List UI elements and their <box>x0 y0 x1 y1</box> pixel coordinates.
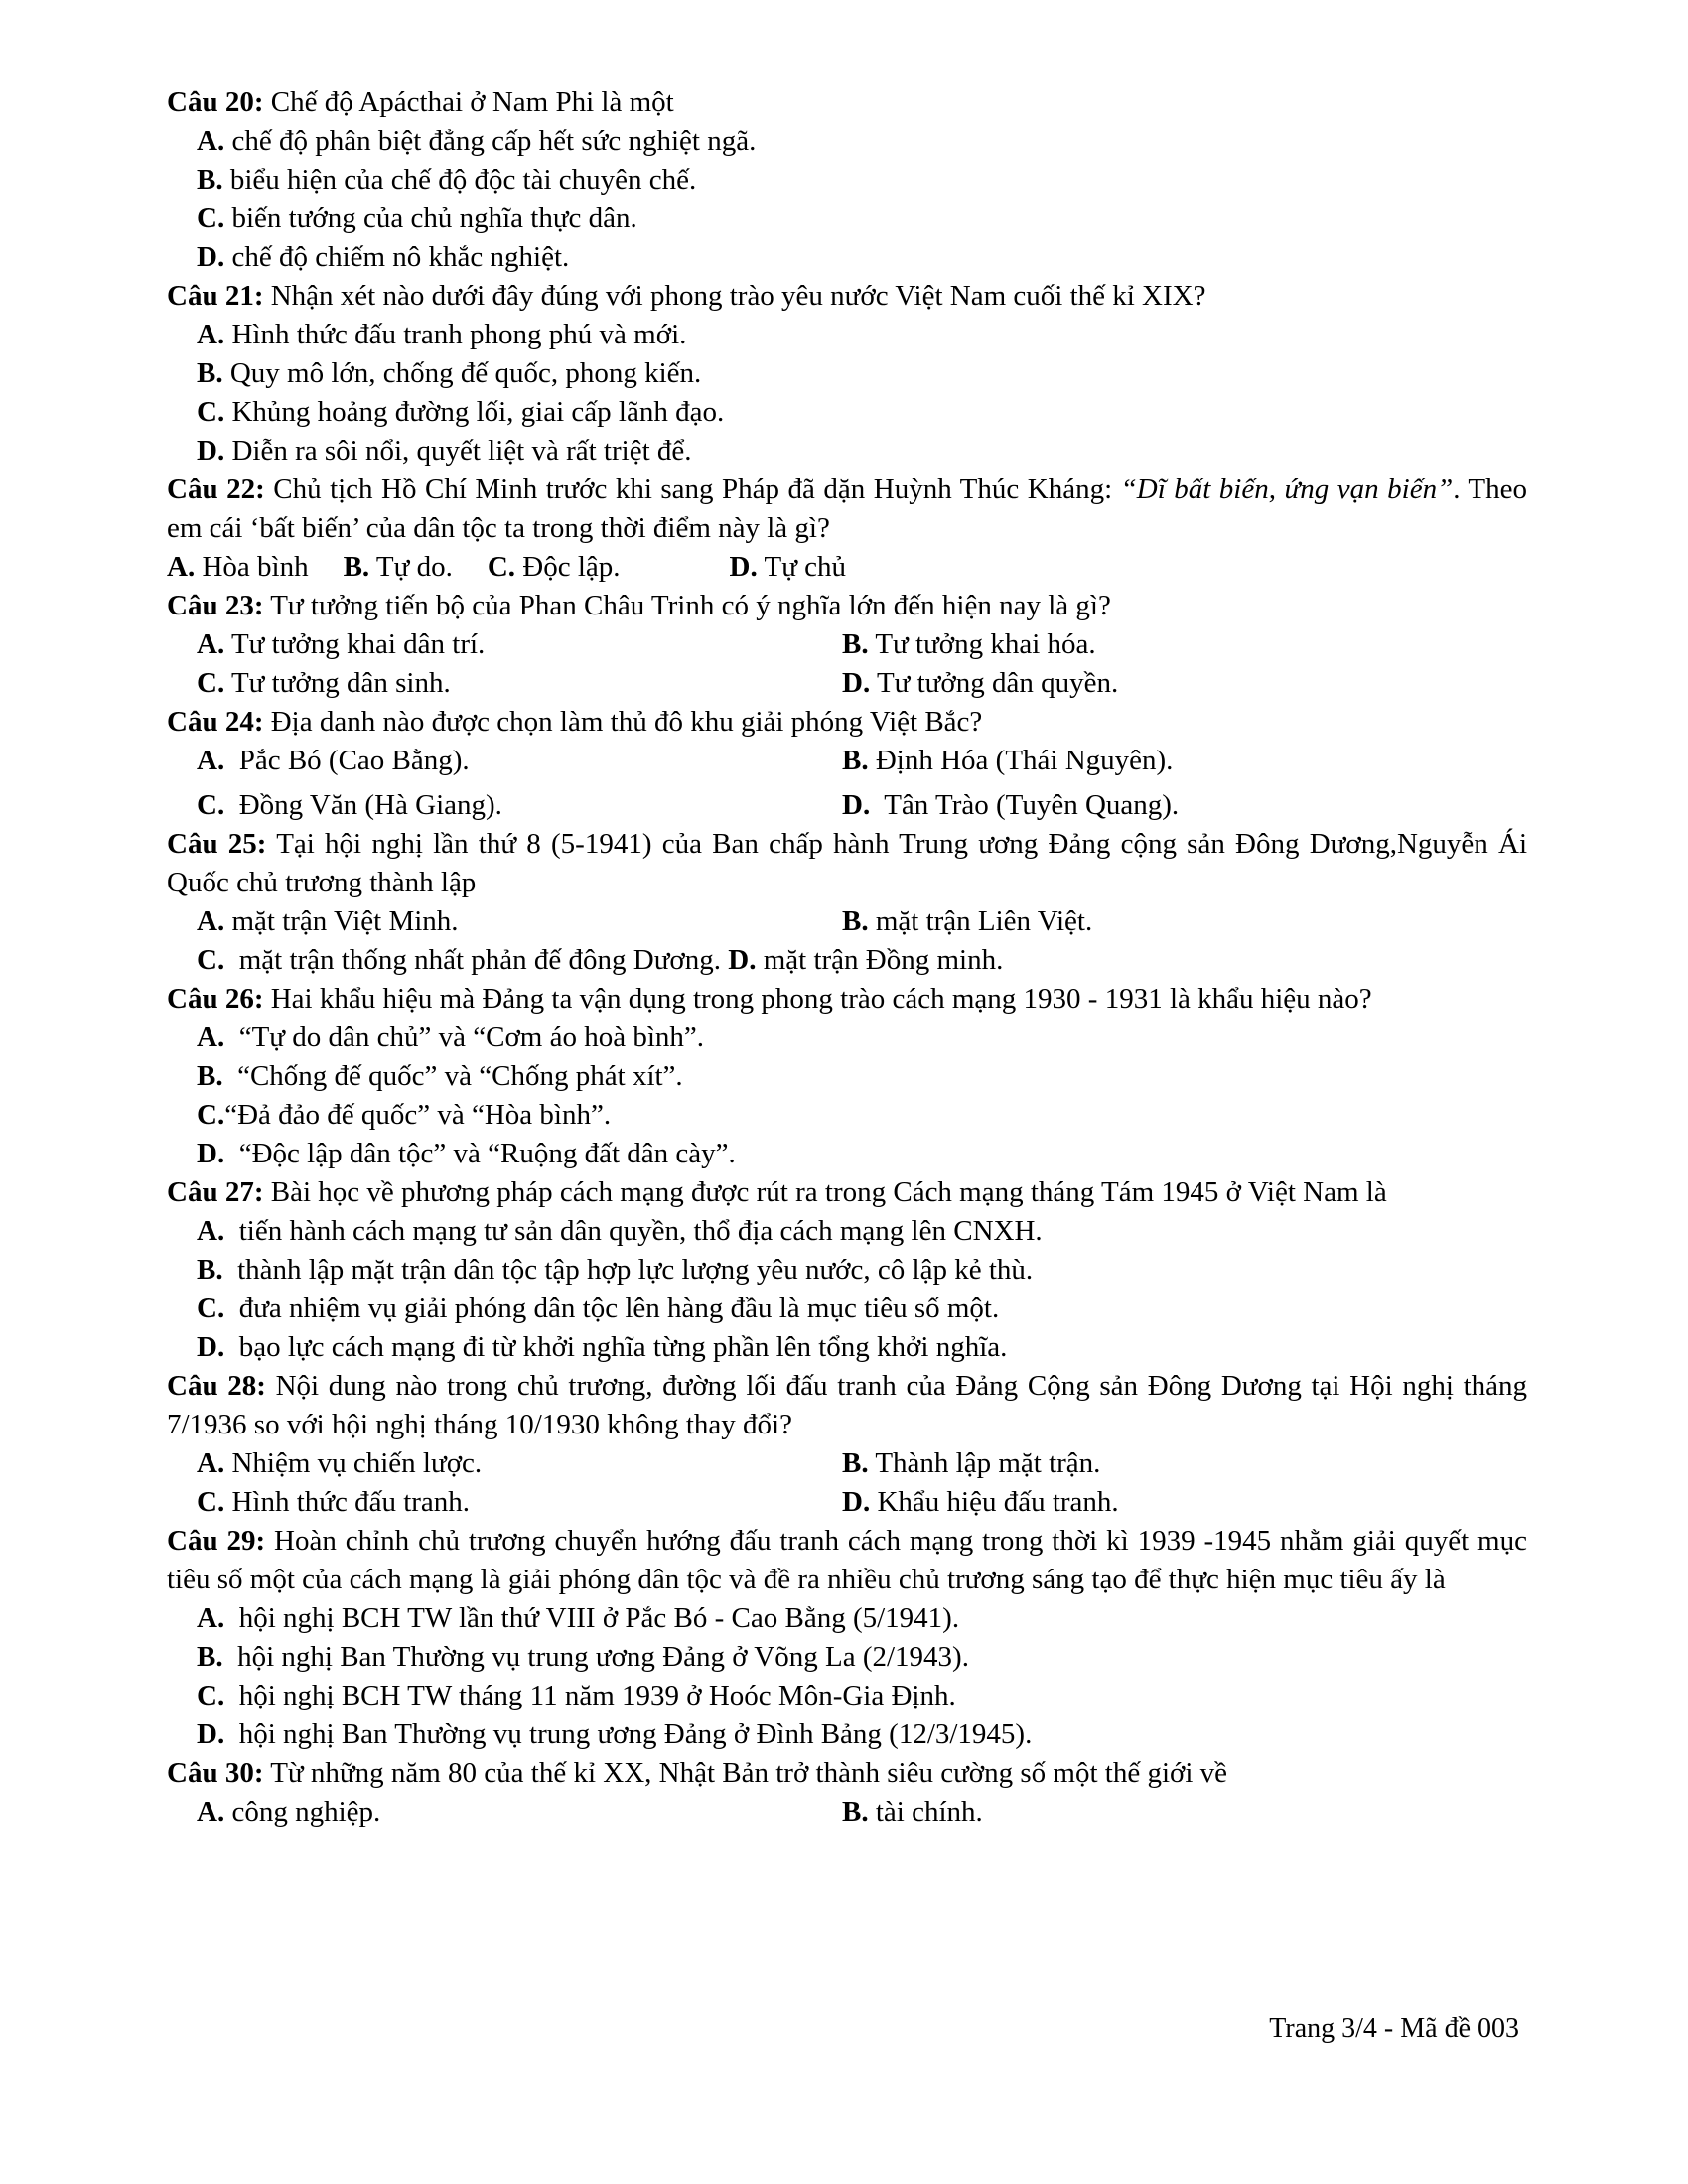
option-text: Đồng Văn (Hà Giang). <box>238 789 502 821</box>
option-text: Pắc Bó (Cao Bằng). <box>238 745 470 776</box>
options-grid <box>167 902 1527 941</box>
question-number: Câu 20: <box>167 86 264 118</box>
option-text: bạo lực cách mạng đi từ khởi nghĩa từng phần lên tổng khởi nghĩa. <box>238 1331 1008 1363</box>
option-a <box>167 316 1527 354</box>
option-label: D. <box>197 435 225 467</box>
option-label: C. <box>197 789 225 821</box>
option-label: D. <box>842 789 871 821</box>
options-grid <box>167 1793 1527 1832</box>
option-label: A. <box>197 125 225 157</box>
option-text: Thành lập mặt trận. <box>875 1447 1101 1479</box>
option-c <box>488 548 621 587</box>
option-c <box>197 786 842 825</box>
option-label: D. <box>728 944 757 976</box>
question-stem <box>167 587 1527 625</box>
option-a <box>197 1793 842 1832</box>
question-number: Câu 21: <box>167 280 264 312</box>
option-label: D. <box>197 1138 225 1169</box>
option-a <box>167 1019 1527 1057</box>
option-text: chế độ chiếm nô khắc nghiệt. <box>231 241 570 273</box>
page-footer: Trang 3/4 - Mã đề 003 <box>1269 2013 1519 2044</box>
question-text: Nội dung nào trong chủ trương, đường lối đấu tranh của Đảng Cộng sản Đông Dương tại Hội nghị tháng 7/1936 so với hội nghị tháng 10/1930 không thay đổi? <box>167 1370 1527 1440</box>
option-d <box>167 1328 1527 1367</box>
question-quote: “Dĩ bất biến, ứng vạn biến” <box>1120 474 1454 505</box>
question-25 <box>167 825 1527 980</box>
option-b <box>167 1638 1527 1677</box>
option-label: B. <box>842 1447 869 1479</box>
question-text: Chế độ Apácthai ở Nam Phi là một <box>270 86 674 118</box>
option-a <box>167 122 1527 161</box>
option-text: công nghiệp. <box>231 1796 381 1828</box>
option-text: “Chống đế quốc” và “Chống phát xít”. <box>237 1060 683 1092</box>
option-label: B. <box>842 628 869 660</box>
option-b <box>167 1251 1527 1290</box>
option-a <box>167 1599 1527 1638</box>
option-text: mặt trận Liên Việt. <box>875 905 1093 937</box>
question-text: Địa danh nào được chọn làm thủ đô khu giải phóng Việt Bắc? <box>270 706 983 738</box>
option-label: B. <box>842 745 869 776</box>
option-text: thành lập mặt trận dân tộc tập hợp lực lượng yêu nước, cô lập kẻ thù. <box>237 1254 1034 1286</box>
option-text: Tư tưởng khai hóa. <box>875 628 1096 660</box>
option-label: B. <box>197 1060 223 1092</box>
option-d <box>167 1715 1527 1754</box>
question-21 <box>167 277 1527 471</box>
question-stem <box>167 1754 1527 1793</box>
option-label: C. <box>197 667 225 699</box>
option-label: C. <box>197 1680 225 1711</box>
question-text-end: . Theo em cái ‘bất biến’ của dân tộc ta trong thời điểm này là gì? <box>167 474 1528 544</box>
option-text: hội nghị BCH TW tháng 11 năm 1939 ở Hoóc Môn-Gia Định. <box>238 1680 956 1711</box>
option-text: Tự do. <box>375 551 453 583</box>
exam-page <box>167 83 1527 1832</box>
option-c <box>167 1096 1527 1135</box>
question-26 <box>167 980 1527 1173</box>
option-c <box>197 944 721 976</box>
question-24 <box>167 703 1527 825</box>
option-text: đưa nhiệm vụ giải phóng dân tộc lên hàng đầu là mục tiêu số một. <box>238 1293 1000 1324</box>
options-grid <box>167 742 1527 825</box>
question-stem <box>167 703 1527 742</box>
option-a <box>197 1444 842 1483</box>
question-number: Câu 26: <box>167 983 264 1015</box>
option-label: B. <box>197 164 223 196</box>
option-text: hội nghị BCH TW lần thứ VIII ở Pắc Bó - Cao Bằng (5/1941). <box>238 1602 960 1634</box>
option-c <box>167 200 1527 238</box>
option-c <box>167 393 1527 432</box>
option-text: Khủng hoảng đường lối, giai cấp lãnh đạo. <box>231 396 725 428</box>
option-text: biến tướng của chủ nghĩa thực dân. <box>231 203 637 234</box>
question-30 <box>167 1754 1527 1832</box>
option-b <box>167 161 1527 200</box>
option-label: A. <box>197 628 225 660</box>
question-20 <box>167 83 1527 277</box>
options-grid <box>167 625 1527 703</box>
question-number: Câu 27: <box>167 1176 264 1208</box>
option-d <box>167 1135 1527 1173</box>
question-stem <box>167 1367 1527 1444</box>
question-28 <box>167 1367 1527 1522</box>
question-stem <box>167 980 1527 1019</box>
option-b <box>842 742 1487 780</box>
option-label: C. <box>197 944 225 976</box>
question-number: Câu 28: <box>167 1370 266 1402</box>
option-text: Tư tưởng khai dân trí. <box>230 628 486 660</box>
option-text: Tân Trào (Tuyên Quang). <box>884 789 1180 821</box>
option-a <box>197 902 842 941</box>
question-23 <box>167 587 1527 703</box>
option-a <box>167 548 309 587</box>
option-c <box>197 1483 842 1522</box>
question-text: Hoàn chỉnh chủ trương chuyển hướng đấu tranh cách mạng trong thời kì 1939 -1945 nhằm giải quyết mục tiêu số một của cách mạng là giải phóng dân tộc và đề ra nhiều chủ trương sáng tạo để thực hiện mục tiêu ấy là <box>167 1525 1527 1595</box>
option-b <box>842 902 1487 941</box>
question-number: Câu 22: <box>167 474 265 505</box>
option-label: D. <box>842 1486 871 1518</box>
option-b <box>842 1793 1487 1832</box>
option-text: Khẩu hiệu đấu tranh. <box>877 1486 1119 1518</box>
options-row <box>167 941 1527 980</box>
option-text: Tư tưởng dân sinh. <box>230 667 451 699</box>
option-label: B. <box>343 551 370 583</box>
option-label: B. <box>842 905 869 937</box>
question-stem <box>167 1522 1527 1599</box>
question-29 <box>167 1522 1527 1754</box>
option-b <box>167 354 1527 393</box>
option-c <box>167 1290 1527 1328</box>
option-a <box>197 742 842 780</box>
question-number: Câu 30: <box>167 1757 264 1789</box>
question-text: Từ những năm 80 của thế kỉ XX, Nhật Bản trở thành siêu cường số một thế giới về <box>270 1757 1228 1789</box>
option-label: C. <box>487 551 516 583</box>
option-label: C. <box>197 203 225 234</box>
option-text: hội nghị Ban Thường vụ trung ương Đảng ở Võng La (2/1943). <box>237 1641 969 1673</box>
option-b <box>842 625 1487 664</box>
option-label: C. <box>197 1486 225 1518</box>
option-text: mặt trận Việt Minh. <box>231 905 459 937</box>
option-text: mặt trận thống nhất phản đế đông Dương. <box>238 944 721 976</box>
option-d <box>842 786 1487 825</box>
option-text: Hình thức đấu tranh. <box>231 1486 471 1518</box>
option-text: “Đả đảo đế quốc” và “Hòa bình”. <box>224 1099 612 1131</box>
question-22 <box>167 471 1527 587</box>
option-label: C. <box>197 1293 225 1324</box>
question-number: Câu 29: <box>167 1525 266 1557</box>
option-text: “Độc lập dân tộc” và “Ruộng đất dân cày”. <box>238 1138 736 1169</box>
option-text: Tự chủ <box>764 551 847 583</box>
option-label: B. <box>197 1254 223 1286</box>
option-label: A. <box>197 905 225 937</box>
option-text: “Tự do dân chủ” và “Cơm áo hoà bình”. <box>238 1022 705 1053</box>
option-c <box>167 1677 1527 1715</box>
option-text: hội nghị Ban Thường vụ trung ương Đảng ở Đình Bảng (12/3/1945). <box>238 1718 1033 1750</box>
question-text: Chủ tịch Hồ Chí Minh trước khi sang Pháp đã dặn Huỳnh Thúc Kháng: <box>273 474 1121 505</box>
question-stem <box>167 277 1527 316</box>
option-d <box>730 548 847 587</box>
option-text: tiến hành cách mạng tư sản dân quyền, thổ địa cách mạng lên CNXH. <box>238 1215 1043 1247</box>
option-label: A. <box>167 551 196 583</box>
option-text: Quy mô lớn, chống đế quốc, phong kiến. <box>229 357 702 389</box>
option-label: D. <box>197 241 225 273</box>
option-text: Hòa bình <box>202 551 309 583</box>
option-label: D. <box>729 551 758 583</box>
option-text: mặt trận Đồng minh. <box>763 944 1004 976</box>
question-text: Hai khẩu hiệu mà Đảng ta vận dụng trong phong trào cách mạng 1930 - 1931 là khẩu hiệu nào? <box>270 983 1372 1015</box>
option-label: A. <box>197 1022 225 1053</box>
option-d <box>167 432 1527 471</box>
option-d <box>728 944 1003 976</box>
option-label: C. <box>197 1099 225 1131</box>
question-number: Câu 23: <box>167 590 264 621</box>
option-text: tài chính. <box>875 1796 983 1828</box>
option-text: Hình thức đấu tranh phong phú và mới. <box>231 319 687 350</box>
option-d <box>842 1483 1487 1522</box>
option-a <box>197 625 842 664</box>
option-text: chế độ phân biệt đẳng cấp hết sức nghiệt ngã. <box>231 125 757 157</box>
option-label: A. <box>197 1447 225 1479</box>
question-text: Tại hội nghị lần thứ 8 (5-1941) của Ban chấp hành Trung ương Đảng cộng sản Đông Dương,Nguyễn Ái Quốc chủ trương thành lập <box>167 828 1528 898</box>
option-text: Định Hóa (Thái Nguyên). <box>875 745 1174 776</box>
option-label: A. <box>197 319 225 350</box>
option-label: D. <box>842 667 871 699</box>
question-number: Câu 25: <box>167 828 267 860</box>
option-text: biểu hiện của chế độ độc tài chuyên chế. <box>229 164 697 196</box>
option-d <box>842 664 1487 703</box>
option-a <box>167 1212 1527 1251</box>
question-stem <box>167 825 1527 902</box>
question-27 <box>167 1173 1527 1367</box>
option-text: Nhiệm vụ chiến lược. <box>231 1447 483 1479</box>
option-text: Diễn ra sôi nổi, quyết liệt và rất triệt để. <box>231 435 692 467</box>
option-label: D. <box>197 1331 225 1363</box>
option-label: A. <box>197 1602 225 1634</box>
option-c <box>197 664 842 703</box>
option-b <box>167 1057 1527 1096</box>
option-label: A. <box>197 745 225 776</box>
option-b <box>344 548 453 587</box>
question-stem <box>167 471 1527 548</box>
question-number: Câu 24: <box>167 706 264 738</box>
option-label: D. <box>197 1718 225 1750</box>
option-label: A. <box>197 1796 225 1828</box>
option-label: B. <box>197 1641 223 1673</box>
question-text: Nhận xét nào dưới đây đúng với phong trào yêu nước Việt Nam cuối thế kỉ XIX? <box>270 280 1206 312</box>
option-d <box>167 238 1527 277</box>
option-label: B. <box>197 357 223 389</box>
options-row <box>167 548 1527 587</box>
question-stem <box>167 1173 1527 1212</box>
question-text: Bài học về phương pháp cách mạng được rút ra trong Cách mạng tháng Tám 1945 ở Việt Nam là <box>270 1176 1387 1208</box>
question-stem <box>167 83 1527 122</box>
option-text: Độc lập. <box>522 551 621 583</box>
option-label: A. <box>197 1215 225 1247</box>
question-text: Tư tưởng tiến bộ của Phan Châu Trinh có ý nghĩa lớn đến hiện nay là gì? <box>270 590 1111 621</box>
option-label: C. <box>197 396 225 428</box>
option-b <box>842 1444 1487 1483</box>
option-text: Tư tưởng dân quyền. <box>876 667 1119 699</box>
options-grid <box>167 1444 1527 1522</box>
option-label: B. <box>842 1796 869 1828</box>
